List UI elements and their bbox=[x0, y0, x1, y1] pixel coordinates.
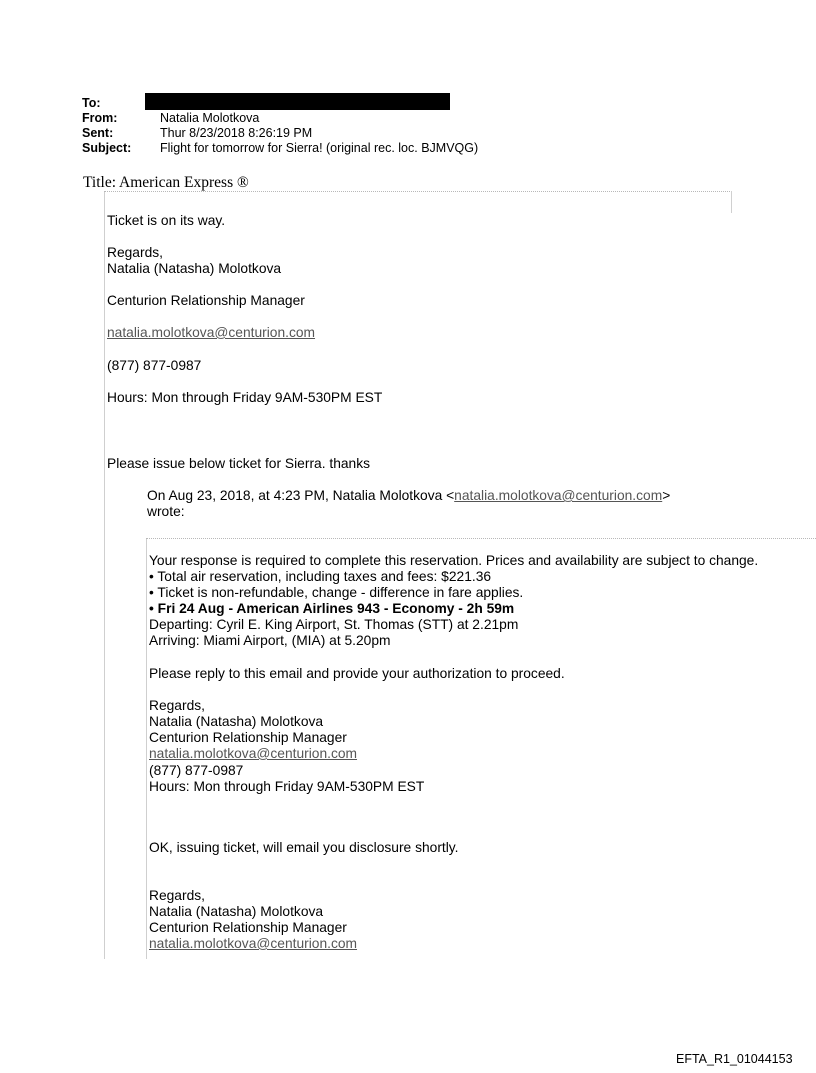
reply-role: Centurion Relationship Manager bbox=[107, 293, 305, 308]
quote-header-suffix: > bbox=[662, 488, 671, 503]
quote-header-prefix: On Aug 23, 2018, at 4:23 PM, Natalia Molotkova < bbox=[147, 488, 455, 503]
subject-value: Flight for tomorrow for Sierra! (original rec. loc. BJMVQG) bbox=[160, 141, 479, 155]
reply-line: Ticket is on its way. bbox=[107, 213, 226, 228]
reply-hours: Hours: Mon through Friday 9AM-530PM EST bbox=[107, 390, 383, 405]
quoted-ok-line: OK, issuing ticket, will email you disclosure shortly. bbox=[149, 840, 459, 855]
reply-regards: Regards, bbox=[107, 245, 163, 260]
quoted-bullet-ticket: • Ticket is non-refundable, change - difference in fare applies. bbox=[149, 585, 524, 600]
from-label: From: bbox=[82, 111, 118, 125]
quote-bar-outer bbox=[104, 192, 105, 959]
title-divider-edge bbox=[731, 191, 732, 213]
quoted-departing: Departing: Cyril E. King Airport, St. Thomas (STT) at 2.21pm bbox=[149, 617, 519, 632]
quote-header-wrote: wrote: bbox=[147, 504, 185, 519]
quoted-hours: Hours: Mon through Friday 9AM-530PM EST bbox=[149, 779, 425, 794]
quoted-regards: Regards, bbox=[149, 698, 205, 713]
quoted-arriving: Arriving: Miami Airport, (MIA) at 5.20pm bbox=[149, 633, 391, 648]
quoted-name: Natalia (Natasha) Molotkova bbox=[149, 714, 324, 729]
quote-header-email-link[interactable]: natalia.molotkova@centurion.com bbox=[454, 488, 663, 503]
quote-bar-inner bbox=[146, 538, 147, 959]
reply-email-link[interactable]: natalia.molotkova@centurion.com bbox=[107, 325, 316, 340]
quoted-bullet-flight: • Fri 24 Aug - American Airlines 943 - Economy - 2h 59m bbox=[149, 601, 515, 616]
quoted-authorize: Please reply to this email and provide your authorization to proceed. bbox=[149, 666, 565, 681]
quote-header bbox=[147, 488, 670, 504]
reply-phone: (877) 877-0987 bbox=[107, 358, 202, 373]
quoted-phone: (877) 877-0987 bbox=[149, 763, 244, 778]
quoted-role: Centurion Relationship Manager bbox=[149, 730, 347, 745]
quoted-bullet-total: • Total air reservation, including taxes and fees: $221.36 bbox=[149, 569, 492, 584]
request-line: Please issue below ticket for Sierra. thanks bbox=[107, 456, 371, 471]
quoted-email-link-2[interactable]: natalia.molotkova@centurion.com bbox=[149, 936, 358, 951]
quoted-intro: Your response is required to complete this reservation. Prices and availability are subject to change. bbox=[149, 553, 759, 568]
title-divider bbox=[104, 191, 732, 192]
title-line: Title: American Express ® bbox=[83, 174, 249, 191]
reply-name: Natalia (Natasha) Molotkova bbox=[107, 261, 282, 276]
quoted-role-2: Centurion Relationship Manager bbox=[149, 920, 347, 935]
redacted-recipient bbox=[145, 93, 450, 110]
quoted-email-link[interactable]: natalia.molotkova@centurion.com bbox=[149, 746, 358, 761]
quoted-regards-2: Regards, bbox=[149, 888, 205, 903]
sent-value: Thur 8/23/2018 8:26:19 PM bbox=[160, 126, 313, 140]
sent-label: Sent: bbox=[82, 126, 114, 140]
bates-number: EFTA_R1_01044153 bbox=[676, 1052, 793, 1066]
from-value: Natalia Molotkova bbox=[160, 111, 260, 125]
subject-label: Subject: bbox=[82, 141, 132, 155]
quote-divider bbox=[146, 538, 816, 539]
to-label: To: bbox=[82, 96, 101, 110]
quoted-name-2: Natalia (Natasha) Molotkova bbox=[149, 904, 324, 919]
